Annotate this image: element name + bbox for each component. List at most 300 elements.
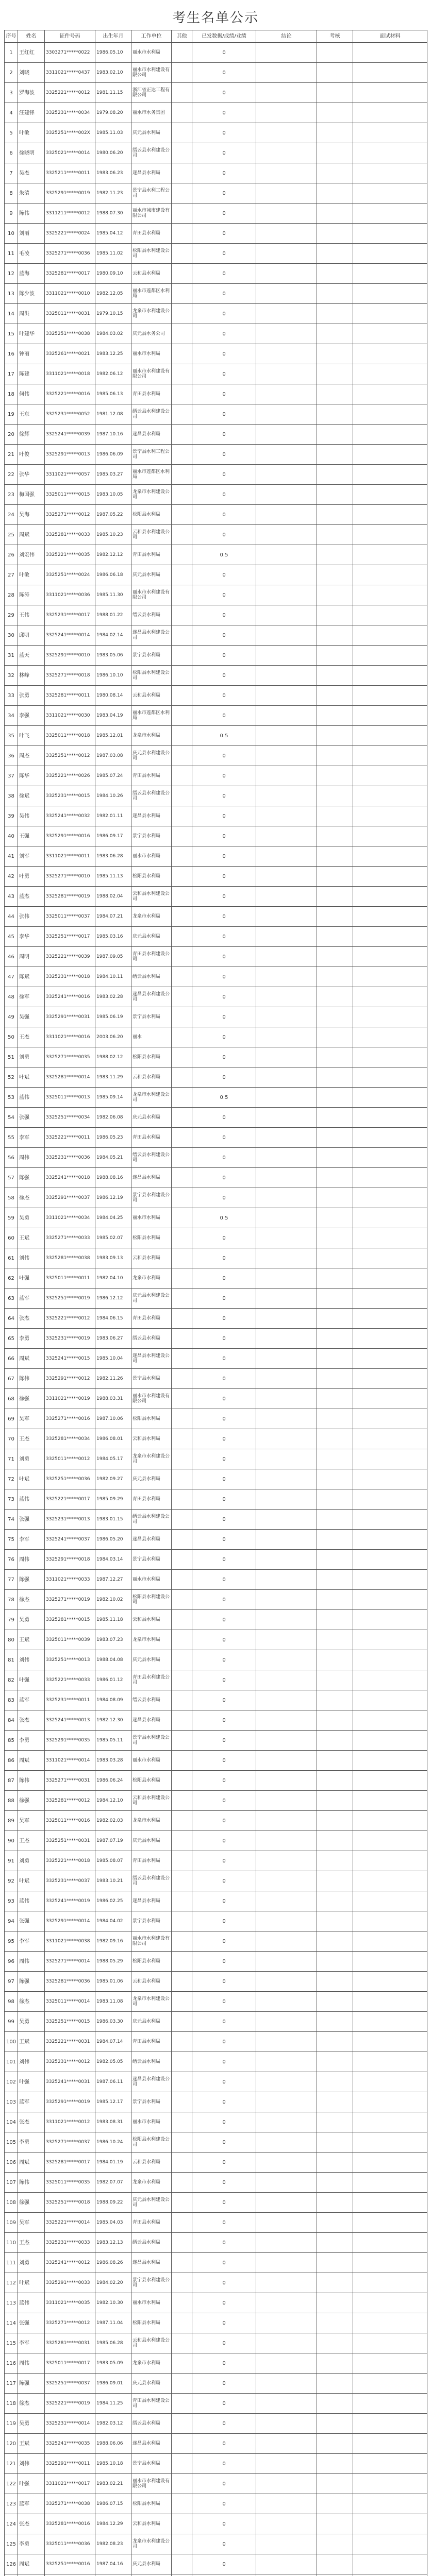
interview-cell <box>353 1168 427 1188</box>
row-number: 49 <box>5 1007 18 1027</box>
interview-cell <box>353 2032 427 2052</box>
work-unit <box>131 2574 172 2576</box>
review-cell <box>317 1168 353 1188</box>
table-row <box>5 625 427 646</box>
candidate-name: 王斌 <box>18 1630 45 1650</box>
table-row <box>5 1469 427 1489</box>
result-cell <box>256 1791 317 1811</box>
table-row <box>5 2213 427 2233</box>
review-cell <box>317 967 353 987</box>
id-number: 3325271*****0035 <box>45 1047 95 1067</box>
other-cell <box>172 2132 192 2153</box>
id-number: 3325281*****0038 <box>45 1248 95 1268</box>
result-cell <box>256 2253 317 2273</box>
row-number: 12 <box>5 264 18 284</box>
row-number: 62 <box>5 1268 18 1289</box>
review-cell <box>317 726 353 746</box>
table-row <box>5 324 427 344</box>
row-number: 38 <box>5 786 18 806</box>
birth-date: 1982.10.02 <box>95 1590 131 1610</box>
score-value: 0.5 <box>192 1208 256 1228</box>
review-cell <box>317 1952 353 1972</box>
review-cell <box>317 867 353 887</box>
id-number: 3325271*****0019 <box>45 1590 95 1610</box>
interview-cell <box>353 63 427 83</box>
row-number: 26 <box>5 545 18 565</box>
interview-cell <box>353 585 427 605</box>
work-unit: 龙泉市水利局 <box>131 2173 172 2193</box>
work-unit: 缙云县水利局 <box>131 1690 172 1710</box>
score-value: 0 <box>192 1128 256 1148</box>
candidate-name: 周伟 <box>18 1148 45 1168</box>
result-cell <box>256 2132 317 2153</box>
candidate-name: 吴勇 <box>18 2012 45 2032</box>
other-cell <box>172 1389 192 1409</box>
score-value: 0 <box>192 1228 256 1248</box>
id-number: 3325211*****0011 <box>45 163 95 183</box>
interview-cell <box>353 1389 427 1409</box>
score-value: 0 <box>192 2092 256 2112</box>
score-value: 0 <box>192 344 256 364</box>
row-number: 78 <box>5 1590 18 1610</box>
interview-cell <box>353 1268 427 1289</box>
other-cell <box>172 1791 192 1811</box>
interview-cell <box>353 103 427 123</box>
row-number: 120 <box>5 2434 18 2454</box>
work-unit: 龙泉市水利建设公司 <box>131 2534 172 2554</box>
candidate-name: 王强 <box>18 826 45 846</box>
result-cell <box>256 1128 317 1148</box>
result-cell <box>256 1992 317 2012</box>
id-number: 3325271*****0033 <box>45 1228 95 1248</box>
candidate-name: 张勇 <box>18 686 45 706</box>
candidate-name: 罗海波 <box>18 83 45 103</box>
interview-cell <box>353 2213 427 2233</box>
table-row <box>5 1067 427 1088</box>
review-cell <box>317 746 353 766</box>
birth-date: 1982.05.05 <box>95 2052 131 2072</box>
review-cell <box>317 2072 353 2092</box>
score-value: 0 <box>192 2213 256 2233</box>
table-row <box>5 2554 427 2574</box>
interview-cell <box>353 1931 427 1952</box>
table-row <box>5 867 427 887</box>
score-value: 0 <box>192 1911 256 1931</box>
table-row <box>5 1550 427 1570</box>
score-value: 0 <box>192 806 256 826</box>
result-cell <box>256 1751 317 1771</box>
birth-date: 1985.02.07 <box>95 1228 131 1248</box>
work-unit: 庆元县水利局 <box>131 2012 172 2032</box>
candidate-name <box>18 2574 45 2576</box>
score-value: 0 <box>192 485 256 505</box>
id-number: 3311021*****0014 <box>45 1751 95 1771</box>
candidate-name: 周伟 <box>18 1550 45 1570</box>
candidate-name: 叶斌 <box>18 1067 45 1088</box>
table-row <box>5 445 427 465</box>
table-row <box>5 2434 427 2454</box>
score-value: 0 <box>192 183 256 204</box>
table-row <box>5 1690 427 1710</box>
candidate-name: 周斌 <box>18 1751 45 1771</box>
work-unit: 青田县水利局 <box>131 384 172 404</box>
result-cell <box>256 485 317 505</box>
id-number: 3325241*****0012 <box>45 2253 95 2273</box>
work-unit: 云和县水利局 <box>131 1067 172 1088</box>
work-unit: 青田县水利局 <box>131 766 172 786</box>
row-number: 121 <box>5 2454 18 2474</box>
id-number: 3325251*****0017 <box>45 927 95 947</box>
review-cell <box>317 1268 353 1289</box>
column-header: 工作单位 <box>131 30 172 43</box>
result-cell <box>256 1449 317 1469</box>
candidate-name: 李军 <box>18 2333 45 2353</box>
birth-date: 1986.05.23 <box>95 1128 131 1148</box>
work-unit: 丽水 <box>131 1027 172 1047</box>
other-cell <box>172 1851 192 1871</box>
column-header: 姓名 <box>18 30 45 43</box>
id-number: 3325241*****0013 <box>45 1710 95 1731</box>
interview-cell <box>353 1128 427 1148</box>
id-number: 3325011*****0035 <box>45 2173 95 2193</box>
candidate-name: 徐杰 <box>18 1992 45 2012</box>
work-unit: 庆元县水利局 <box>131 927 172 947</box>
candidate-name: 林峰 <box>18 666 45 686</box>
row-number: 30 <box>5 625 18 646</box>
id-number: 3303271*****0022 <box>45 43 95 63</box>
other-cell <box>172 1309 192 1329</box>
score-value: 0 <box>192 565 256 585</box>
other-cell <box>172 2534 192 2554</box>
interview-cell <box>353 324 427 344</box>
interview-cell <box>353 1369 427 1389</box>
other-cell <box>172 2394 192 2414</box>
work-unit: 青田县水利局 <box>131 1851 172 1871</box>
id-number: 3325231*****0013 <box>45 1510 95 1530</box>
review-cell <box>317 384 353 404</box>
candidate-name: 叶斌 <box>18 1871 45 1891</box>
interview-cell <box>353 384 427 404</box>
result-cell <box>256 2494 317 2514</box>
row-number: 106 <box>5 2153 18 2173</box>
result-cell <box>256 826 317 846</box>
table-row <box>5 1148 427 1168</box>
birth-date: 1982.06.12 <box>95 364 131 384</box>
id-number: 3311021*****0010 <box>45 284 95 304</box>
candidate-name: 汪建锋 <box>18 103 45 123</box>
birth-date: 1982.07.07 <box>95 2173 131 2193</box>
review-cell <box>317 525 353 545</box>
interview-cell <box>353 123 427 143</box>
id-number: 3311021*****0057 <box>45 465 95 485</box>
review-cell <box>317 846 353 867</box>
id-number: 3325011*****0013 <box>45 1088 95 1108</box>
id-number: 3325291*****0019 <box>45 2092 95 2112</box>
review-cell <box>317 1811 353 1831</box>
row-number: 119 <box>5 2414 18 2434</box>
row-number: 10 <box>5 224 18 244</box>
interview-cell <box>353 445 427 465</box>
interview-cell <box>353 1148 427 1168</box>
id-number: 3325251*****002X <box>45 123 95 143</box>
id-number: 3325291*****0019 <box>45 183 95 204</box>
work-unit: 云和县水利局 <box>131 686 172 706</box>
table-row <box>5 2494 427 2514</box>
row-number: 1 <box>5 43 18 63</box>
result-cell <box>256 1831 317 1851</box>
candidate-name: 陈斌 <box>18 967 45 987</box>
row-number: 33 <box>5 686 18 706</box>
candidate-name: 蓝军 <box>18 2494 45 2514</box>
result-cell <box>256 887 317 907</box>
birth-date: 1979.10.15 <box>95 304 131 324</box>
interview-cell <box>353 746 427 766</box>
id-number: 3325241*****0015 <box>45 1349 95 1369</box>
table-row <box>5 1188 427 1208</box>
row-number: 27 <box>5 565 18 585</box>
birth-date: 1984.03.02 <box>95 324 131 344</box>
candidate-name: 王斌 <box>18 1228 45 1248</box>
row-number: 124 <box>5 2514 18 2534</box>
review-cell <box>317 2293 353 2313</box>
interview-cell <box>353 404 427 425</box>
other-cell <box>172 1067 192 1088</box>
result-cell <box>256 1088 317 1108</box>
birth-date: 1985.03.27 <box>95 465 131 485</box>
result-cell <box>256 1972 317 1992</box>
candidate-name: 陈强 <box>18 1168 45 1188</box>
score-value: 0 <box>192 826 256 846</box>
candidate-name: 吴勇 <box>18 2414 45 2434</box>
result-cell <box>256 1108 317 1128</box>
candidate-name: 李勇 <box>18 2132 45 2153</box>
interview-cell <box>353 525 427 545</box>
other-cell <box>172 766 192 786</box>
row-number: 71 <box>5 1449 18 1469</box>
score-value: 0 <box>192 967 256 987</box>
work-unit: 云和县水利建设公司 <box>131 887 172 907</box>
interview-cell <box>353 1067 427 1088</box>
id-number: 3325011*****0011 <box>45 1268 95 1289</box>
score-value: 0 <box>192 1771 256 1791</box>
birth-date: 1982.08.23 <box>95 2534 131 2554</box>
result-cell <box>256 1188 317 1208</box>
table-row <box>5 1369 427 1389</box>
id-number: 3325281*****0017 <box>45 264 95 284</box>
candidate-name: 吴勇 <box>18 1610 45 1630</box>
table-row <box>5 2193 427 2213</box>
row-number: 19 <box>5 404 18 425</box>
other-cell <box>172 1369 192 1389</box>
review-cell <box>317 1128 353 1148</box>
table-row <box>5 1891 427 1911</box>
candidate-name: 叶斌 <box>18 1469 45 1489</box>
work-unit: 景宁县水利局 <box>131 1007 172 1027</box>
table-row <box>5 786 427 806</box>
review-cell <box>317 83 353 103</box>
birth-date <box>95 2574 131 2576</box>
row-number: 84 <box>5 1710 18 1731</box>
result-cell <box>256 1731 317 1751</box>
candidate-name: 徐晓明 <box>18 143 45 163</box>
other-cell <box>172 646 192 666</box>
column-header: 面试材料 <box>353 30 427 43</box>
other-cell <box>172 1027 192 1047</box>
result-cell <box>256 726 317 746</box>
review-cell <box>317 2534 353 2554</box>
result-cell <box>256 1007 317 1027</box>
birth-date: 1983.01.15 <box>95 1510 131 1530</box>
result-cell <box>256 1710 317 1731</box>
score-value: 0 <box>192 2494 256 2514</box>
interview-cell <box>353 907 427 927</box>
review-cell <box>317 1650 353 1670</box>
result-cell <box>256 846 317 867</box>
work-unit: 青田县水利局 <box>131 224 172 244</box>
work-unit: 庆元县水利建设公司 <box>131 1289 172 1309</box>
review-cell <box>317 2554 353 2574</box>
row-number: 105 <box>5 2132 18 2153</box>
interview-cell <box>353 2112 427 2132</box>
id-number: 3325011*****0031 <box>45 304 95 324</box>
result-cell <box>256 1469 317 1489</box>
review-cell <box>317 605 353 625</box>
birth-date: 1985.10.04 <box>95 1349 131 1369</box>
table-row <box>5 987 427 1007</box>
table-row <box>5 826 427 846</box>
row-number: 102 <box>5 2072 18 2092</box>
interview-cell <box>353 1891 427 1911</box>
birth-date: 1984.06.15 <box>95 1309 131 1329</box>
work-unit: 丽水市水利局 <box>131 1208 172 1228</box>
result-cell <box>256 2072 317 2092</box>
interview-cell <box>353 726 427 746</box>
review-cell <box>317 2514 353 2534</box>
candidate-name: 张伟 <box>18 907 45 927</box>
score-value: 0 <box>192 425 256 445</box>
other-cell <box>172 2414 192 2434</box>
score-value: 0 <box>192 1972 256 1992</box>
interview-cell <box>353 1731 427 1751</box>
table-row <box>5 1530 427 1550</box>
work-unit: 龙泉市水利建设公司 <box>131 1449 172 1469</box>
row-number: 73 <box>5 1489 18 1510</box>
table-row <box>5 766 427 786</box>
other-cell <box>172 2333 192 2353</box>
score-value: 0 <box>192 2474 256 2494</box>
other-cell <box>172 123 192 143</box>
other-cell <box>172 244 192 264</box>
birth-date: 1979.08.20 <box>95 103 131 123</box>
row-number: 51 <box>5 1047 18 1067</box>
review-cell <box>317 987 353 1007</box>
row-number: 37 <box>5 766 18 786</box>
work-unit: 丽水市水利局 <box>131 2112 172 2132</box>
review-cell <box>317 1710 353 1731</box>
id-number: 3325231*****0034 <box>45 103 95 123</box>
candidate-name: 吴军 <box>18 1409 45 1429</box>
review-cell <box>317 284 353 304</box>
row-number: 76 <box>5 1550 18 1570</box>
interview-cell <box>353 143 427 163</box>
score-value: 0 <box>192 2514 256 2534</box>
id-number: 3311021*****0017 <box>45 2474 95 2494</box>
interview-cell <box>353 264 427 284</box>
interview-cell <box>353 1228 427 1248</box>
review-cell <box>317 1751 353 1771</box>
other-cell <box>172 2353 192 2374</box>
work-unit: 松阳县水利局 <box>131 2494 172 2514</box>
result-cell <box>256 987 317 1007</box>
work-unit: 松阳县水利局 <box>131 2313 172 2333</box>
table-row <box>5 1751 427 1771</box>
work-unit: 庆元县水利局 <box>131 1831 172 1851</box>
candidate-name: 刘伟 <box>18 1248 45 1268</box>
interview-cell <box>353 344 427 364</box>
row-number: 28 <box>5 585 18 605</box>
result-cell <box>256 1630 317 1650</box>
result-cell <box>256 1047 317 1067</box>
candidate-name: 李勇 <box>18 1329 45 1349</box>
candidate-name: 徐强 <box>18 1389 45 1409</box>
result-cell <box>256 1771 317 1791</box>
review-cell <box>317 445 353 465</box>
row-number: 104 <box>5 2112 18 2132</box>
other-cell <box>172 2494 192 2514</box>
id-number: 3325281*****0036 <box>45 1972 95 1992</box>
candidate-name: 叶俊 <box>18 445 45 465</box>
work-unit: 遂昌县水利局 <box>131 1168 172 1188</box>
id-number: 3311021*****0016 <box>45 1027 95 1047</box>
birth-date: 1985.05.11 <box>95 1731 131 1751</box>
candidate-name: 蓝军 <box>18 2092 45 2112</box>
work-unit: 丽水市莲都区水利局 <box>131 284 172 304</box>
birth-date: 1983.06.23 <box>95 163 131 183</box>
score-value: 0 <box>192 1931 256 1952</box>
other-cell <box>172 1610 192 1630</box>
work-unit: 遂昌县水利建设公司 <box>131 1349 172 1369</box>
interview-cell <box>353 2092 427 2112</box>
review-cell <box>317 1590 353 1610</box>
interview-cell <box>353 83 427 103</box>
birth-date: 1984.08.09 <box>95 1690 131 1710</box>
interview-cell <box>353 1409 427 1429</box>
other-cell <box>172 2193 192 2213</box>
review-cell <box>317 1108 353 1128</box>
id-number: 3311021*****0030 <box>45 706 95 726</box>
id-number: 3325251*****0012 <box>45 746 95 766</box>
birth-date: 1984.04.02 <box>95 1911 131 1931</box>
work-unit: 遂昌县水利建设公司 <box>131 625 172 646</box>
score-value: 0 <box>192 1047 256 1067</box>
row-number: 21 <box>5 445 18 465</box>
interview-cell <box>353 364 427 384</box>
work-unit: 景宁县水利建设公司 <box>131 2273 172 2293</box>
table-row <box>5 1610 427 1630</box>
row-number: 20 <box>5 425 18 445</box>
result-cell <box>256 264 317 284</box>
score-value: 0 <box>192 2374 256 2394</box>
review-cell <box>317 485 353 505</box>
review-cell <box>317 364 353 384</box>
score-value: 0 <box>192 2313 256 2333</box>
review-cell <box>317 2313 353 2333</box>
id-number: 3325231*****0033 <box>45 2233 95 2253</box>
review-cell <box>317 806 353 826</box>
other-cell <box>172 1449 192 1469</box>
row-number: 42 <box>5 867 18 887</box>
review-cell <box>317 625 353 646</box>
